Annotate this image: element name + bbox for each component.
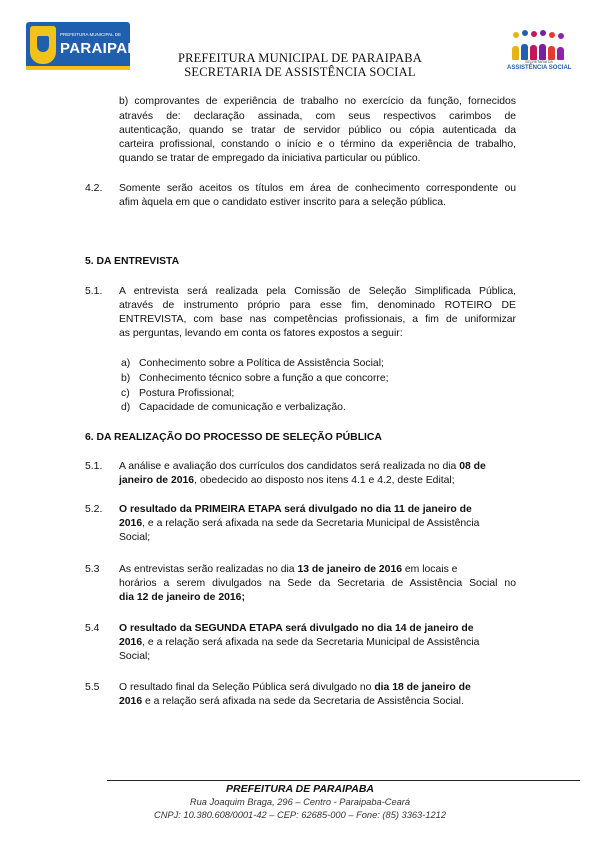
- list-item-c-letter: c): [121, 388, 130, 399]
- item-6-1-line-1: A análise e avaliação dos currículos dos candidatos será realizada no dia 08 de: [119, 461, 486, 472]
- logo-big-text: PARAIPABA: [60, 40, 150, 57]
- list-item-b-text: Conhecimento técnico sobre a função a que concorre;: [139, 373, 389, 384]
- list-item-a-letter: a): [121, 358, 131, 369]
- list-item-c-text: Postura Profissional;: [139, 388, 235, 399]
- logo-right-small-text: SECRETARIA DA: [525, 60, 553, 64]
- item-5-1-number: 5.1.: [85, 286, 103, 297]
- item-6-4-line-3: Social;: [119, 651, 151, 662]
- item-6-5-line-2: 2016 e a relação será afixada na sede da Secretaria de Assistência Social.: [119, 696, 464, 707]
- item-5-1-line-3: ENTREVISTA, com base nas competências profissionais, a fim de uniformizar: [119, 314, 516, 325]
- item-4-2-line-2: afim àquela em que o candidato estiver inscrito para a seleção pública.: [119, 197, 446, 208]
- item-6-3-line-1: As entrevistas serão realizadas no dia 13 de janeiro de 2016 em locais e: [119, 564, 458, 575]
- header-line-2: SECRETARIA DE ASSISTÊNCIA SOCIAL: [184, 65, 416, 79]
- item-b-line-2: através de: declaração assinada, com seus respectivos carimbos de: [119, 111, 516, 122]
- item-b-line-3: autenticação, quando se tratar de servidor público ou cópia autenticada da: [119, 125, 516, 136]
- item-6-2-number: 5.2.: [85, 504, 103, 515]
- item-6-4-line-1: O resultado da SEGUNDA ETAPA será divulgado no dia 14 de janeiro de: [119, 623, 474, 634]
- item-b-line-5: quando se tratar de empregado da iniciativa particular ou público.: [119, 153, 421, 164]
- footer-divider: [107, 780, 580, 781]
- item-6-1-line-2: janeiro de 2016, obedecido ao disposto nos itens 4.1 e 4.2, deste Edital;: [119, 475, 455, 486]
- header-line-1: PREFEITURA MUNICIPAL DE PARAIPABA: [177, 51, 423, 65]
- item-6-3-line-3: dia 12 de janeiro de 2016;: [119, 592, 245, 603]
- item-6-3-number: 5.3: [85, 564, 100, 575]
- item-6-4-line-2: 2016, e a relação será afixada na sede da Secretaria Municipal de Assistência: [119, 637, 480, 648]
- item-5-1-line-1: A entrevista será realizada pela Comissão de Seleção Simplificada Pública,: [119, 286, 516, 297]
- logo-right-label: ASSISTÊNCIA SOCIAL: [507, 65, 572, 71]
- list-item-d-text: Capacidade de comunicação e verbalização.: [139, 402, 346, 413]
- item-5-1-line-4: as perguntas, levando em conta os fatores expostos a seguir:: [119, 328, 403, 339]
- item-6-5-number: 5.5: [85, 682, 100, 693]
- item-6-3-line-2: horários a serem divulgados na Sede da Secretaria de Assistência Social no: [119, 578, 516, 589]
- logo-small-text: PREFEITURA MUNICIPAL DE: [60, 32, 122, 37]
- item-5-1-line-2: através de instrumento próprio para esse fim, denominado ROTEIRO DE: [119, 300, 516, 311]
- item-b-line-4: carteira profissional, constando o início e o término da experiência de trabalho,: [119, 139, 516, 150]
- section-5-heading: 5. DA ENTREVISTA: [85, 256, 180, 267]
- item-6-5-line-1: O resultado final da Seleção Pública será divulgado no dia 18 de janeiro de: [119, 682, 471, 693]
- item-b-line-1: b) comprovantes de experiência de trabalho no exercício da função, fornecidos: [119, 96, 516, 107]
- list-item-d-letter: d): [121, 402, 131, 413]
- item-6-2-line-2: 2016, e a relação será afixada na sede da Secretaria Municipal de Assistência: [119, 518, 480, 529]
- item-6-2-line-1: O resultado da PRIMEIRA ETAPA será divulgado no dia 11 de janeiro de: [119, 504, 472, 515]
- item-4-2-line-1: Somente serão aceitos os títulos em área de conhecimento correspondente ou: [119, 183, 516, 194]
- item-4-2-number: 4.2.: [85, 183, 103, 194]
- item-6-2-line-3: Social;: [119, 532, 151, 543]
- footer-line-1: PREFEITURA DE PARAIPABA: [226, 783, 374, 795]
- list-item-b-letter: b): [121, 373, 131, 384]
- assistencia-social-logo: [507, 30, 571, 74]
- item-6-4-number: 5.4: [85, 623, 100, 634]
- list-item-a-text: Conhecimento sobre a Política de Assistência Social;: [139, 358, 384, 369]
- footer-line-3: CNPJ: 10.380.608/0001-42 – CEP: 62685-000 – Fone: (85) 3363-1212: [153, 810, 447, 820]
- section-6-heading: 6. DA REALIZAÇÃO DO PROCESSO DE SELEÇÃO PÚBLICA: [85, 432, 382, 443]
- footer-line-2: Rua Joaquim Braga, 296 – Centro - Paraipaba-Ceará: [189, 797, 411, 807]
- item-6-1-number: 5.1.: [85, 461, 103, 472]
